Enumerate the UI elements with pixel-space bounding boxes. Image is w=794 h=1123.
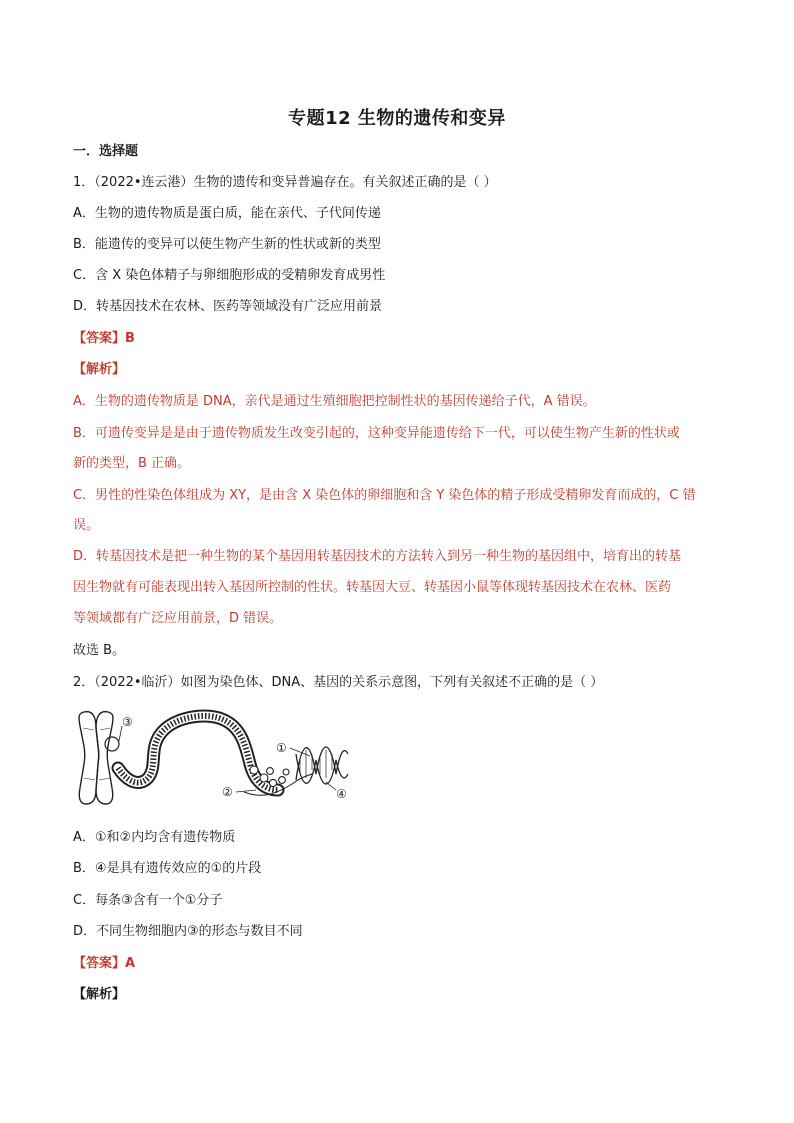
question-2-answer: 【答案】A [73,956,136,971]
figure-label-1: ① [276,741,287,755]
section-heading: 一．选择题 [73,144,139,159]
question-2-option-c: C．每条③含有一个①分子 [73,893,223,908]
analysis-line: C．男性的性染色体组成为 XY，是由含 X 染色体的卵细胞和含 Y 染色体的精子形成受精卵发育而成的，C 错 [73,488,696,503]
figure-label-3: ③ [122,715,133,729]
question-1-answer: 【答案】B [73,331,135,346]
question-1-option-b: B．能遗传的变异可以使生物产生新的性状或新的类型 [73,237,381,252]
question-1-option-a: A．生物的遗传物质是蛋白质，能在亲代、子代间传递 [73,206,381,221]
question-2-option-a: A．①和②内均含有遗传物质 [73,830,236,845]
question-2-stem: 2．（2022•临沂）如图为染色体、DNA、基因的关系示意图，下列有关叙述不正确的是（ ） [73,675,604,690]
question-1-analysis-label: 【解析】 [73,362,126,377]
analysis-line: 等领域都有广泛应用前景，D 错误。 [73,611,283,626]
question-2-analysis-label: 【解析】 [73,987,126,1002]
question-1-option-d: D．转基因技术在农林、医药等领域没有广泛应用前景 [73,299,383,314]
analysis-line: A．生物的遗传物质是 DNA，亲代是通过生殖细胞把控制性状的基因传递给子代，A 错误。 [73,394,596,409]
chromosome-dna-gene-diagram [74,708,356,808]
figure-label-4: ④ [336,787,347,801]
analysis-line: 新的类型，B 正确。 [73,456,191,471]
question-1-conclusion: 故选 B。 [73,643,126,658]
analysis-line: B．可遗传变异是是由于遗传物质发生改变引起的，这种变异能遗传给下一代，可以使生物产生新的性状或 [73,426,680,441]
question-2-option-b: B．④是具有遗传效应的①的片段 [73,861,262,876]
page-title: 专题12 生物的遗传和变异 [288,108,506,129]
analysis-line: 误。 [73,518,100,533]
analysis-line: 因生物就有可能表现出转入基因所控制的性状。转基因大豆、转基因小鼠等体现转基因技术在农林、医药 [73,580,672,595]
analysis-line: D．转基因技术是把一种生物的某个基因用转基因技术的方法转入到另一种生物的基因组中，培育出的转基 [73,549,682,564]
question-1-stem: 1．（2022•连云港）生物的遗传和变异普遍存在。有关叙述正确的是（ ） [73,175,497,190]
question-1-option-c: C．含 X 染色体精子与卵细胞形成的受精卵发育成男性 [73,268,386,283]
question-2-option-d: D．不同生物细胞内③的形态与数目不同 [73,924,303,939]
figure-label-2: ② [222,785,233,799]
